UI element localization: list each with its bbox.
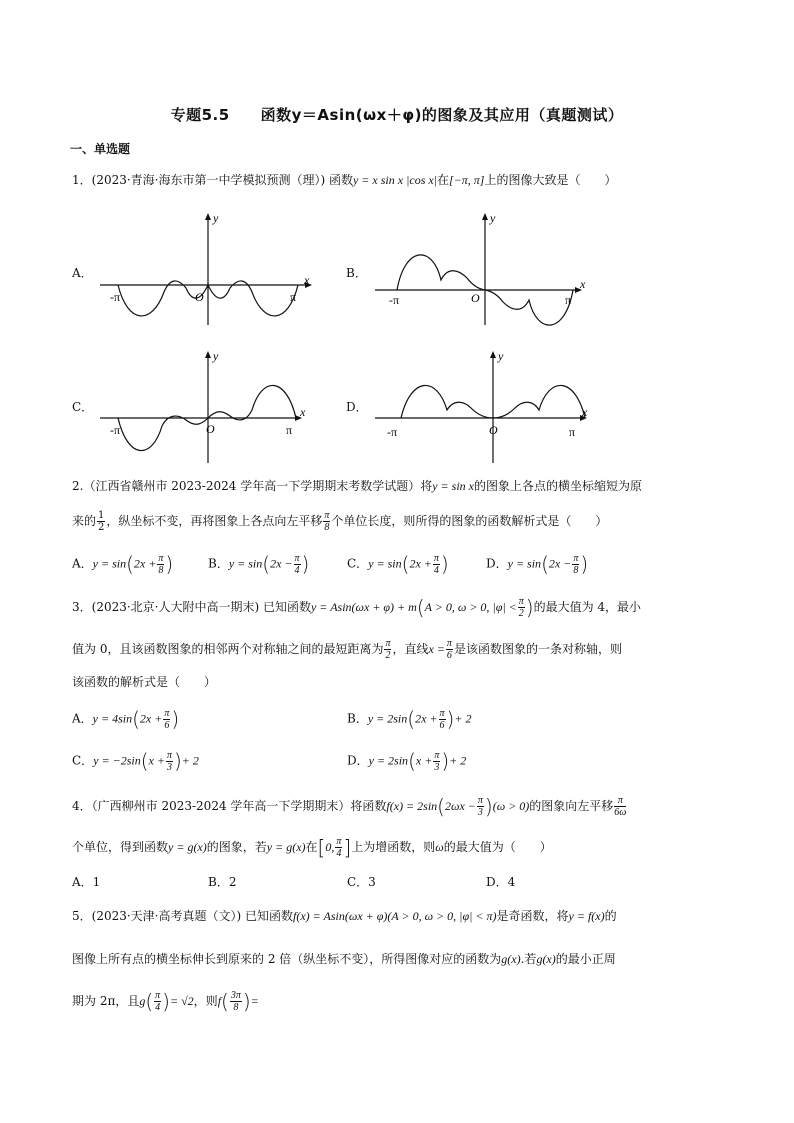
origin-label: O <box>489 423 498 437</box>
option-label: D． <box>347 753 369 768</box>
option-formula: y = 2sin <box>367 711 408 726</box>
pi-label: π <box>565 293 572 307</box>
q3-option-c: C．y = −2sin(x + $\frac{\pi}{3}$ )+ 2 <box>72 749 199 773</box>
q5-formula: g(x) <box>501 952 521 966</box>
option-formula: y = sin <box>92 556 127 571</box>
frac-num: π <box>434 749 440 761</box>
frac-den: 8 <box>158 564 164 576</box>
frac-num: 1 <box>98 510 105 521</box>
option-formula: 2x − <box>270 556 293 571</box>
q4-option-a: A．1 <box>72 875 101 889</box>
q4-formula: y = g(x) <box>168 840 207 854</box>
frac-den: 6 <box>446 650 452 661</box>
q5-formula: y = f(x) <box>568 909 605 923</box>
frac-num: π <box>155 990 161 1001</box>
question-5-line-2 <box>72 950 616 968</box>
q2-text: 2.（江西省赣州市 2023-2024 学年高一下学期期末考数学试题）将 <box>72 479 433 493</box>
q4-option-d: D．4 <box>486 875 516 889</box>
frac-num: π <box>433 552 439 564</box>
option-label: C． <box>347 556 369 571</box>
option-formula: x + <box>415 753 433 768</box>
option-formula: 2x + <box>133 556 157 571</box>
q1-option-d-label: D． <box>346 400 368 414</box>
q2-formula: y = sin x <box>432 479 474 493</box>
axis-y-label: y <box>498 349 504 363</box>
q1-graph-d <box>375 348 600 468</box>
question-3-line-1: 3．(2023·北京·人大附中高一期末) 已知函数y = Asin(ωx + φ) + m(A > 0, ω > 0, |φ| < $\frac{\pi}{2}$ )的最大值为 4，最小 <box>72 595 642 620</box>
q1-mid: 在 <box>436 173 449 187</box>
frac-num: π <box>614 795 626 807</box>
option-formula: 2x − <box>548 556 572 571</box>
option-formula: 2x + <box>139 711 163 726</box>
axis-x-label: x <box>582 405 588 419</box>
question-5-line-3: 期为 2π，且g( $\frac{\pi}{4}$ )= √2，则f( $\frac{3\pi}{8}$ )= <box>72 989 259 1014</box>
origin-label: O <box>206 422 215 436</box>
neg-pi-label: -π <box>387 425 398 439</box>
question-3-line-3: 该函数的解析式是（ ） <box>72 675 217 689</box>
axis-y-label: y <box>213 349 219 363</box>
question-4-line-2: 个单位，得到函数y = g(x)的图象，若y = g(x)在[0, $\frac{\pi}{4}$ ]上为增函数，则ω的最大值为（ ） <box>72 835 552 860</box>
option-formula: y = 4sin <box>92 711 133 726</box>
fraction-half <box>97 510 105 533</box>
question-4-line-1: 4．（广西柳州市 2023-2024 学年高一下学期期末）将函数f(x) = 2sin(2ωx − $\frac{\pi}{3}$ )(ω > 0)的图象向左平移 $\frac{\pi}{6\omega}$ <box>72 794 627 819</box>
q4-text: 4．（广西柳州市 2023-2024 学年高一下学期期末）将函数 <box>72 799 387 813</box>
option-label: D． <box>486 556 508 571</box>
frac-num: π <box>439 707 445 719</box>
q3-text: 值为 0，且该函数图象的相邻两个对称轴之间的最短距离为 <box>72 642 384 656</box>
frac-den: 4 <box>336 848 342 859</box>
fraction-shift <box>323 510 330 533</box>
q5-text: 图像上所有点的横坐标伸长到原来的 2 倍（纵坐标不变），所得图像对应的函数为 <box>72 952 502 966</box>
q3-condition: A > 0, ω > 0, |φ| < <box>424 600 517 614</box>
q3-text: 的最大值为 4，最小 <box>533 600 642 614</box>
frac-den: 8 <box>233 1002 239 1013</box>
frac-num: π <box>336 836 342 847</box>
q4-formula: f(x) = 2sin <box>386 799 438 813</box>
frac-den: 2 <box>385 650 391 661</box>
q4-text: 的图象向左平移 <box>529 799 614 813</box>
pi-label: π <box>290 290 297 304</box>
q3-text: ，直线 <box>392 642 429 656</box>
frac-den: 4 <box>433 564 439 576</box>
q3-formula: y = Asin(ωx + φ) + m <box>310 600 417 614</box>
q2-option-d: D．y = sin(2x − $\frac{\pi}{8}$ ) <box>486 552 589 576</box>
q4-text: 的图象，若 <box>206 840 267 854</box>
q2-text: ，纵坐标不变，再将图象上各点向左平移 <box>106 514 323 528</box>
frac-num: π <box>166 749 172 761</box>
neg-pi-label: -π <box>110 290 121 304</box>
frac-den: 2 <box>98 522 105 533</box>
q4-interval: 0, <box>325 840 335 854</box>
q2-option-a: A．y = sin(2x + $\frac{\pi}{8}$ ) <box>72 552 174 576</box>
q4-text: 的最大值为（ ） <box>443 840 552 854</box>
q5-formula: g <box>139 994 146 1008</box>
q1-option-a-label: A． <box>72 266 93 280</box>
q4-condition: (ω > 0) <box>492 799 530 813</box>
frac-num: π <box>294 552 300 564</box>
q1-formula: y = x sin x |cos x| <box>352 173 437 187</box>
option-label: A． <box>72 556 93 571</box>
q5-text: 期为 2π，且 <box>72 994 140 1008</box>
q5-text: .若 <box>520 952 537 966</box>
q1-graph-a <box>100 210 325 330</box>
frac-den: 6 <box>439 719 445 731</box>
option-formula: y = 2sin <box>368 753 409 768</box>
q3-text: 3．(2023·北京·人大附中高一期末) 已知函数 <box>72 600 311 614</box>
frac-num: π <box>385 638 391 649</box>
option-formula: y = −2sin <box>93 753 141 768</box>
q1-option-b-label: B． <box>346 266 367 280</box>
option-label: C． <box>72 753 94 768</box>
q2-text: 来的 <box>72 514 97 528</box>
q4-formula: y = g(x) <box>266 840 306 854</box>
q4-text: 个单位，得到函数 <box>72 840 169 854</box>
q3-text: 是该函数图象的一条对称轴，则 <box>453 642 622 656</box>
q1-graph-c <box>100 348 325 468</box>
q5-text: 的最小正周 <box>555 952 616 966</box>
pi-label: π <box>286 423 293 437</box>
origin-label: O <box>471 291 480 305</box>
question-2-line-2 <box>72 510 607 533</box>
neg-pi-label: -π <box>389 293 400 307</box>
q2-option-b: B．y = sin(2x − $\frac{\pi}{4}$ ) <box>208 552 310 576</box>
option-formula: 2x + <box>409 556 432 571</box>
frac-num: π <box>446 638 452 649</box>
option-formula: y = sin <box>228 556 263 571</box>
q3-option-d: D．y = 2sin(x + $\frac{\pi}{3}$ )+ 2 <box>347 749 467 773</box>
frac-num: π <box>158 552 164 564</box>
q4-formula: 2ωx − <box>444 799 476 813</box>
option-formula: + 2 <box>181 753 199 768</box>
q1-option-c-label: C． <box>72 400 94 414</box>
q4-omega: ω <box>435 840 444 854</box>
option-label: A． <box>72 711 93 726</box>
frac-num: π <box>164 707 170 719</box>
q5-formula: = √2 <box>169 994 194 1008</box>
question-3-line-2 <box>72 638 622 661</box>
option-formula: x + <box>148 753 165 768</box>
frac-den: 3 <box>166 761 172 773</box>
option-formula: y = sin <box>507 556 542 571</box>
axis-x-label: x <box>580 277 586 291</box>
pi-label: π <box>569 425 576 439</box>
q5-formula: f(x) = Asin(ωx + φ)(A > 0, ω > 0, |φ| < π) <box>292 909 497 923</box>
frac-num: π <box>324 510 330 521</box>
q5-text: ，则 <box>193 994 218 1008</box>
q5-text: 5．(2023·天津·高考真题（文）) 已知函数 <box>72 909 293 923</box>
frac-num: π <box>518 596 524 607</box>
option-formula: + 2 <box>454 711 472 726</box>
axis-x-label: x <box>300 405 306 419</box>
frac-den: 8 <box>324 522 330 533</box>
frac-den: 4 <box>294 564 300 576</box>
origin-label: O <box>195 290 204 304</box>
frac-den: 6 <box>164 719 170 731</box>
q2-text-cont: 的图象上各点的横坐标缩短为原 <box>473 479 642 493</box>
q1-graph-b <box>375 210 600 330</box>
q1-suffix: 上的图像大致是（ ） <box>484 173 617 187</box>
q4-text: 在 <box>305 840 318 854</box>
page-title: 专题5.5 函数y＝Asin(ωx＋φ)的图象及其应用（真题测试） <box>170 106 624 124</box>
q3-option-b: B．y = 2sin(2x + $\frac{\pi}{6}$ )+ 2 <box>347 707 472 731</box>
question-1-stem <box>72 171 616 189</box>
q4-text: 上为增函数，则 <box>351 840 436 854</box>
q5-formula: f <box>217 994 222 1008</box>
option-formula: 2x + <box>415 711 438 726</box>
frac-den: 4 <box>155 1002 161 1013</box>
q2-text: 个单位长度，则所得的图象的函数解析式是（ ） <box>331 514 608 528</box>
frac-den: 6ω <box>614 807 627 818</box>
q3-option-a: A．y = 4sin(2x + $\frac{\pi}{6}$ ) <box>72 707 180 731</box>
option-formula: + 2 <box>449 753 467 768</box>
frac-num: π <box>477 795 483 806</box>
neg-pi-label: -π <box>110 423 121 437</box>
option-formula: y = sin <box>368 556 402 571</box>
q3-formula: x = <box>428 642 445 656</box>
axis-y-label: y <box>213 211 219 225</box>
q4-option-b: B．2 <box>208 875 237 889</box>
axis-x-label: x <box>304 273 310 287</box>
frac-den: 2 <box>518 608 524 619</box>
frac-num: π <box>573 552 579 564</box>
option-label: B． <box>208 556 229 571</box>
q2-option-c: C．y = sin(2x + $\frac{\pi}{4}$ ) <box>347 552 449 576</box>
frac-num: 3π <box>230 990 241 1001</box>
option-label: B． <box>347 711 368 726</box>
question-2-line-1 <box>72 477 642 495</box>
section-heading: 一、单选题 <box>70 142 131 156</box>
q4-option-c: C．3 <box>347 875 376 889</box>
frac-den: 8 <box>573 564 579 576</box>
frac-den: 3 <box>477 807 483 818</box>
q5-text: 的 <box>604 909 617 923</box>
frac-den: 3 <box>434 761 440 773</box>
question-5-line-1 <box>72 907 617 925</box>
axis-y-label: y <box>490 211 496 225</box>
q1-interval: [−π, π] <box>449 173 485 187</box>
q1-prefix: 1．(2023·青海·海东市第一中学模拟预测（理）) 函数 <box>72 173 353 187</box>
q5-formula: g(x) <box>536 952 556 966</box>
q5-formula: = <box>250 994 259 1008</box>
q5-text: 是奇函数，将 <box>496 909 569 923</box>
